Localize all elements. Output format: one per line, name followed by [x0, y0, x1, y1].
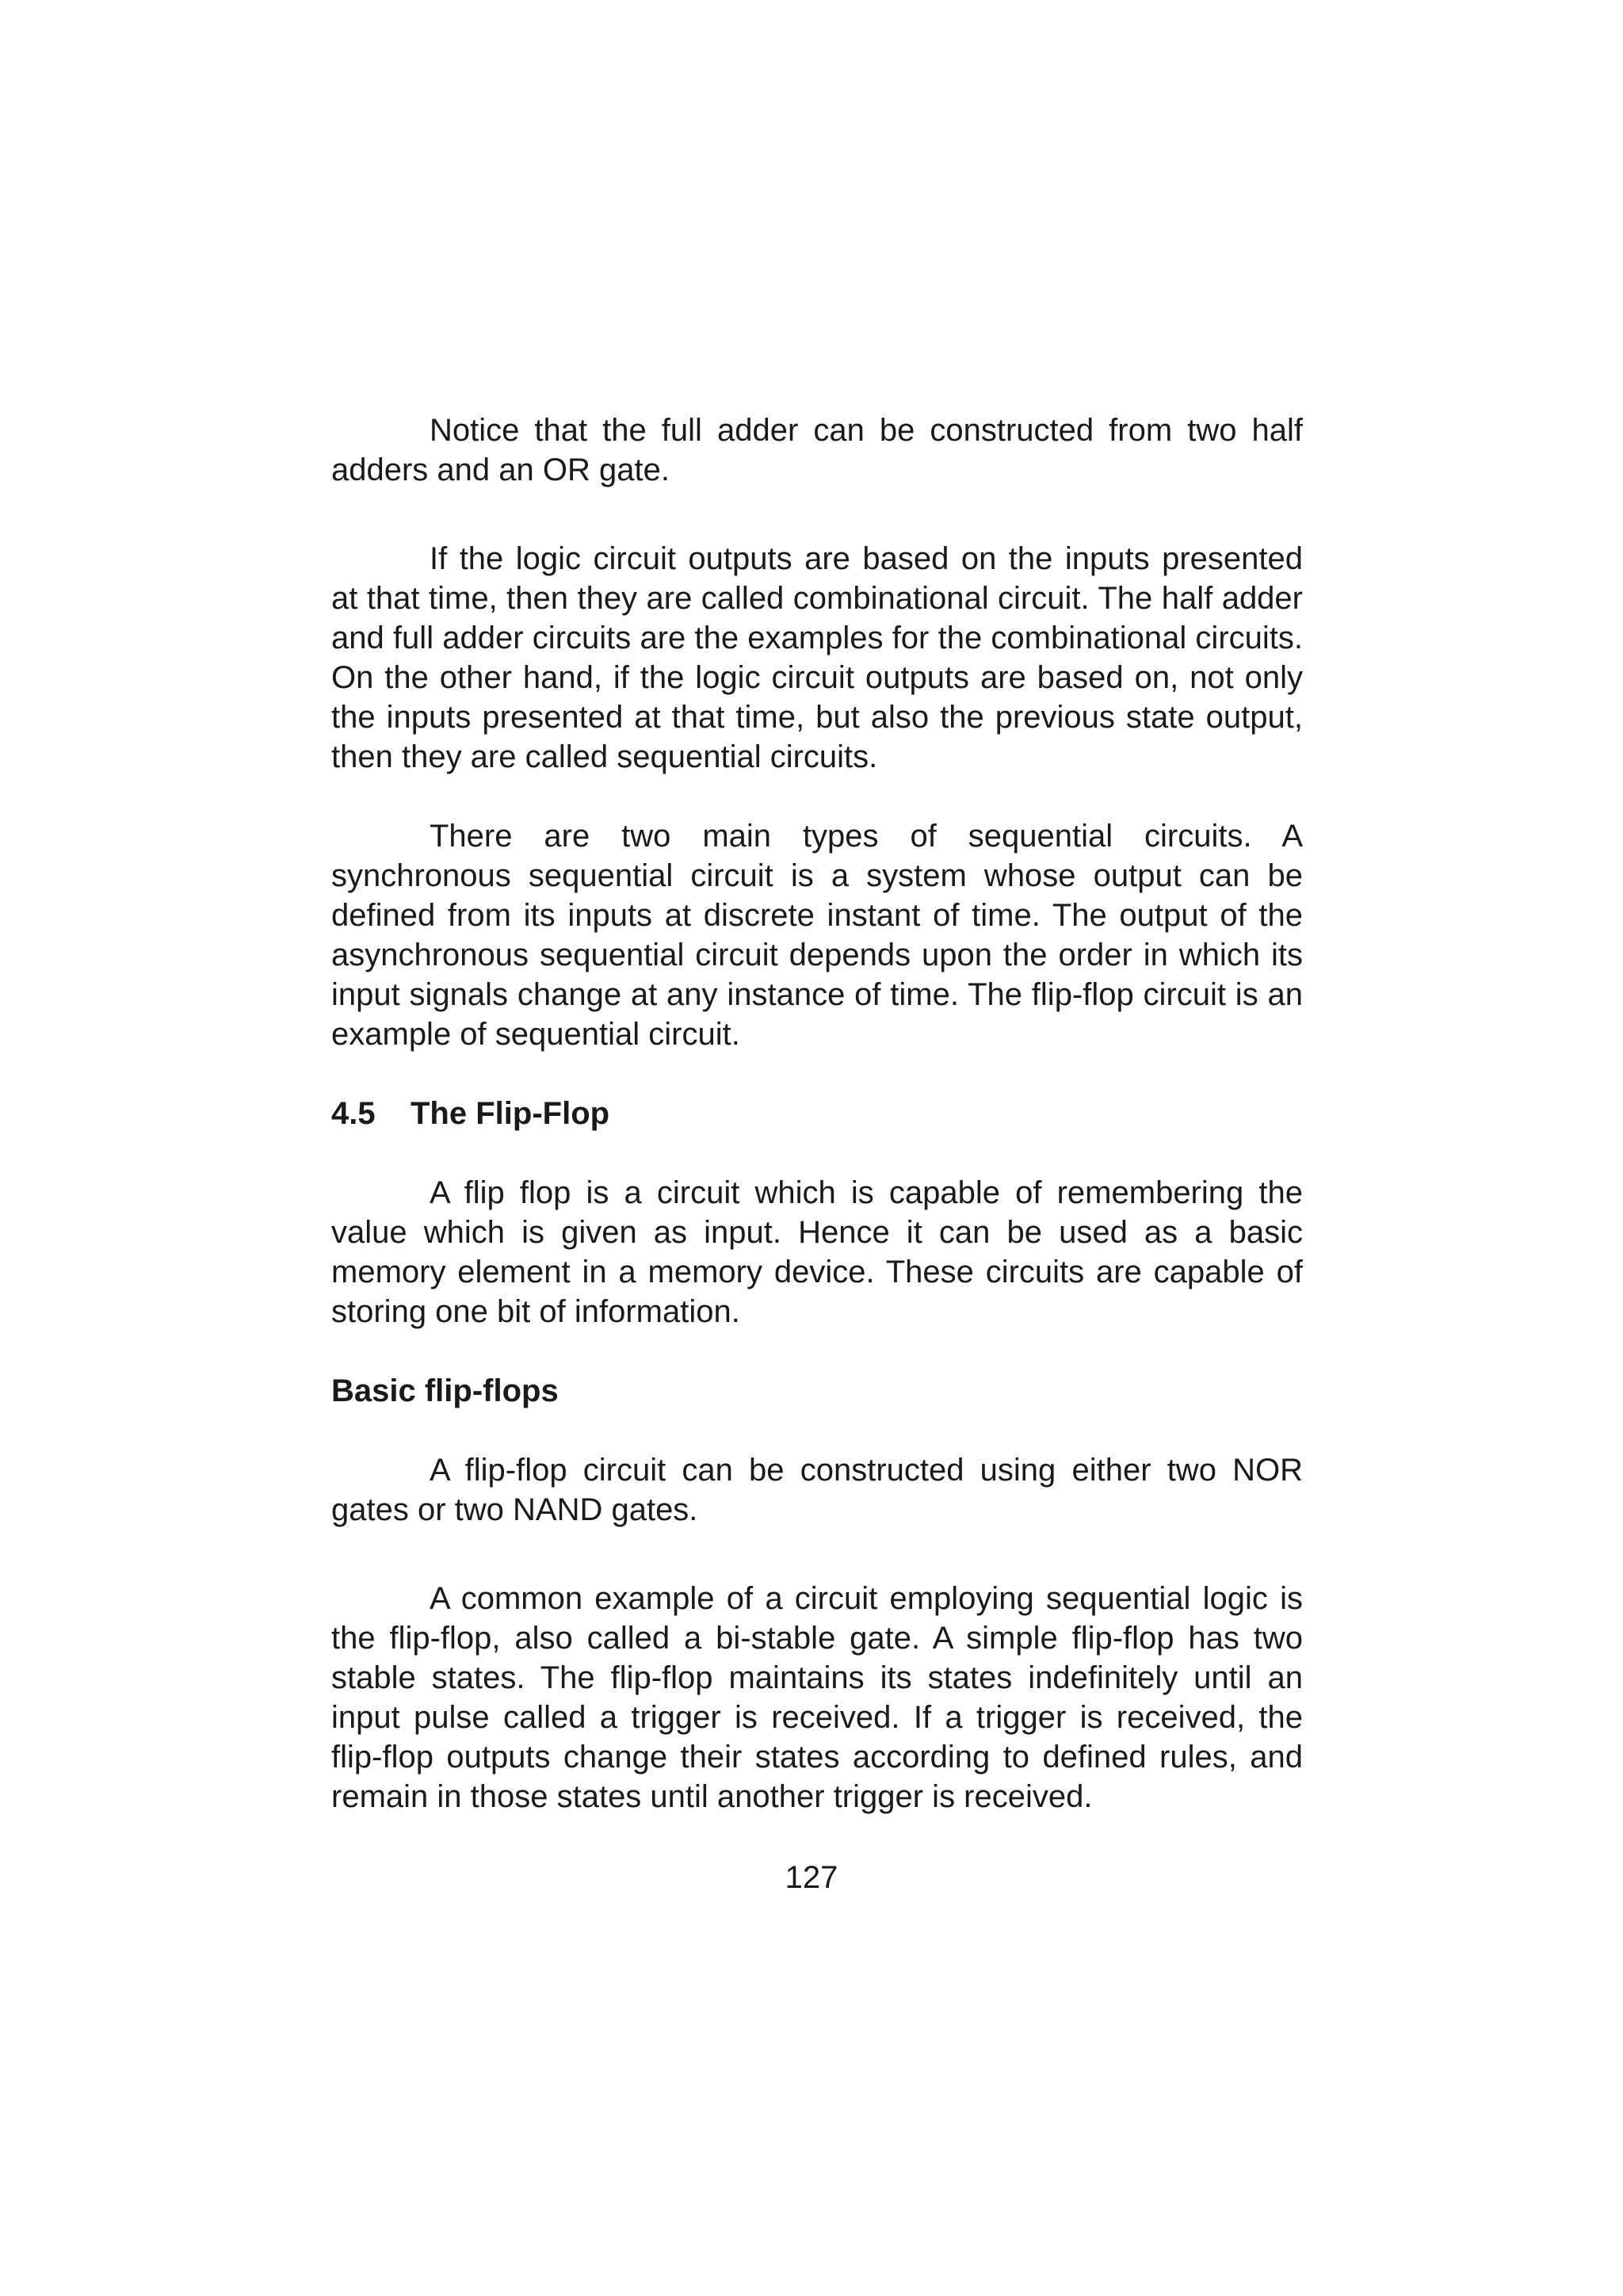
section-number: 4.5 [331, 1096, 376, 1131]
paragraph-combinational-sequential: If the logic circuit outputs are based on the inputs presented at that time, then they are called combinational circuit. The half adder and full adder circuits are the examples for the combinational circuits. On the other hand, if the logic circuit outputs are based on, not only the inputs presented at that time, but also the previous state output, then they are called sequential circuits. [331, 541, 1303, 774]
paragraph-nor-nand: A flip-flop circuit can be constructed using either two NOR gates or two NAND gates. [331, 1453, 1303, 1527]
page-number: 127 [785, 1860, 838, 1895]
paragraph-bistable: A common example of a circuit employing sequential logic is the flip-flop, also called a bi-stable gate. A simple flip-flop has two stable states. The flip-flop maintains its states indefinitely until an input pulse called a trigger is received. If a trigger is received, the flip-flop outputs change their states according to defined rules, and remain in those states until another trigger is received. [331, 1581, 1303, 1814]
paragraph-flip-flop-definition: A flip flop is a circuit which is capable of remembering the value which is given as input. Hence it can be used as a basic memory element in a memory device. These circuits are capable of storing one bit of information. [331, 1175, 1303, 1329]
page-content [331, 411, 1303, 1817]
section-heading [331, 1094, 1303, 1133]
paragraph-full-adder-note: Notice that the full adder can be constructed from two half adders and an OR gate. [331, 413, 1303, 487]
subheading-basic-flip-flops: Basic flip-flops [331, 1373, 559, 1408]
paragraph-sequential-types: There are two main types of sequential circuits. A synchronous sequential circuit is a system whose output can be defined from its inputs at discrete instant of time. The output of the asynchronous sequential circuit depends upon the order in which its input signals change at any instance of time. The flip-flop circuit is an example of sequential circuit. [331, 819, 1303, 1052]
section-title: The Flip-Flop [411, 1096, 610, 1131]
